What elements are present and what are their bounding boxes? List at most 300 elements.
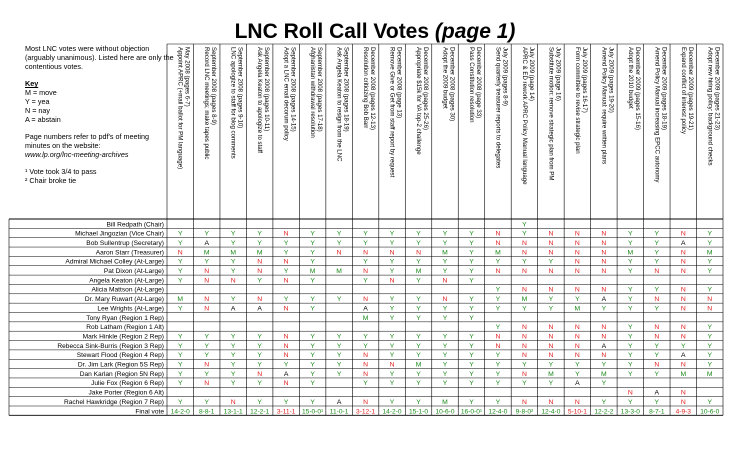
vote-cell: Y xyxy=(257,380,262,388)
column-header-title: Remove Give or Get from staff report by request xyxy=(388,47,396,178)
member-name: Bill Redpath (Chair) xyxy=(106,221,164,229)
vote-cell: N xyxy=(389,249,395,257)
vote-cell: Y xyxy=(204,352,209,360)
vote-cell: N xyxy=(257,370,263,378)
column-header-date: July 2009 (page 14) xyxy=(527,47,535,101)
vote-cell: Y xyxy=(230,342,236,350)
vote-cell: Y xyxy=(628,286,633,294)
vote-cell: Y xyxy=(442,370,448,378)
vote-cell: N xyxy=(204,305,210,313)
vote-cell: Y xyxy=(230,296,236,304)
vote-cell: Y xyxy=(495,352,501,360)
column-header-date: December 2008 (page 13) xyxy=(395,47,403,119)
vote-cell: Y xyxy=(283,239,289,247)
vote-cell: N xyxy=(521,370,527,378)
vote-cell: Y xyxy=(495,370,501,378)
vote-cell: Y xyxy=(681,342,686,350)
vote-cell: M xyxy=(521,296,528,304)
member-name: Rachel Hawkridge (Region 7 Rep) xyxy=(63,398,164,406)
vote-cell: Y xyxy=(575,361,580,369)
final-vote-label: Final vote xyxy=(135,408,164,416)
vote-cell: Y xyxy=(363,333,368,341)
vote-cell: Y xyxy=(416,314,421,322)
vote-cell: Y xyxy=(389,296,395,304)
footnote-2: ² Chair broke tie xyxy=(25,176,77,185)
key-title: Key xyxy=(25,79,39,88)
vote-cell: N xyxy=(548,342,554,350)
vote-cell: Y xyxy=(336,239,342,247)
column-header-title: Record LNC meetings; make tapes public xyxy=(203,47,211,160)
column-header-date: July 2009 (pages 16-17) xyxy=(580,47,588,113)
vote-cell: Y xyxy=(363,342,368,350)
vote-cell: N xyxy=(601,286,607,294)
vote-cell: A xyxy=(363,305,368,313)
vote-cell: Y xyxy=(416,230,421,238)
vote-cell: Y xyxy=(575,296,580,304)
vote-cell: Y xyxy=(389,370,395,378)
vote-cell: N xyxy=(416,249,421,257)
member-name: Bob Sullentrup (Secretary) xyxy=(86,239,164,247)
vote-cell: N xyxy=(257,296,263,304)
vote-cell: N xyxy=(574,342,580,350)
vote-cell: M xyxy=(442,249,448,257)
vote-cell: Y xyxy=(654,258,660,266)
vote-cell: N xyxy=(601,324,607,332)
vote-cell: Y xyxy=(177,258,183,266)
vote-cell: M xyxy=(706,370,713,378)
vote-cell: N xyxy=(442,277,448,285)
vote-cell: Y xyxy=(628,258,633,266)
vote-cell: Y xyxy=(469,249,474,257)
vote-cell: Y xyxy=(389,314,395,322)
final-vote-tally: 4-9-3 xyxy=(675,408,691,416)
vote-cell: Y xyxy=(601,361,607,369)
vote-cell: Y xyxy=(469,361,474,369)
vote-cell: Y xyxy=(336,352,342,360)
vote-cell: M xyxy=(230,249,237,257)
vote-cell: Y xyxy=(257,277,262,285)
vote-cell: Y xyxy=(416,305,421,313)
vote-cell: Y xyxy=(601,398,607,406)
vote-cell: M xyxy=(680,370,687,378)
vote-cell: Y xyxy=(495,324,501,332)
vote-cell: M xyxy=(415,268,422,276)
key-line: Y = yea xyxy=(25,97,50,106)
vote-cell: N xyxy=(707,305,713,313)
vote-cell: Y xyxy=(654,230,660,238)
vote-cell: N xyxy=(283,230,289,238)
vote-cell: N xyxy=(521,249,527,257)
vote-cell: Y xyxy=(628,268,633,276)
vote-cell: Y xyxy=(654,305,660,313)
vote-cell: Y xyxy=(442,342,448,350)
vote-cell: N xyxy=(363,249,369,257)
vote-cell: M xyxy=(203,249,210,257)
vote-cell: N xyxy=(521,239,527,247)
vote-cell: Y xyxy=(389,352,395,360)
vote-cell: N xyxy=(521,286,527,294)
final-vote-tally: 5-10-1 xyxy=(567,408,587,416)
member-name: Dr. Jim Lark (Region 5S Rep) xyxy=(77,361,164,369)
vote-cell: Y xyxy=(548,258,554,266)
vote-cell: N xyxy=(230,277,236,285)
vote-cell: N xyxy=(574,268,580,276)
column-header-date: July 2009 (pages 19-20) xyxy=(607,47,615,113)
vote-cell: Y xyxy=(442,314,448,322)
member-name: Alicia Mattson (At-Large) xyxy=(91,286,164,294)
vote-cell: Y xyxy=(283,296,289,304)
vote-cell: Y xyxy=(469,342,474,350)
final-vote-tally: 11-0-1 xyxy=(329,408,349,416)
column-header-title: Form committee to revise strategic plan xyxy=(573,47,581,154)
column-header-title: Pass Constitution resolution xyxy=(467,47,475,123)
vote-cell: Y xyxy=(416,380,421,388)
vote-cell: N xyxy=(495,230,501,238)
member-name: Rebecca Sink-Burris (Region 3 Rep) xyxy=(57,342,164,350)
vote-cell: Y xyxy=(310,230,315,238)
column-header-date: September 2008 (pages 10-11) xyxy=(263,47,271,132)
vote-cell: Y xyxy=(389,380,395,388)
vote-cell: Y xyxy=(654,286,660,294)
vote-cell: A xyxy=(204,239,209,247)
vote-cell: Y xyxy=(601,380,607,388)
vote-cell: N xyxy=(363,398,369,406)
vote-cell: M xyxy=(256,249,263,257)
vote-cell: N xyxy=(204,361,210,369)
vote-cell: Y xyxy=(495,380,501,388)
vote-cell: Y xyxy=(257,342,262,350)
final-vote-tally: 3-11-1 xyxy=(276,408,296,416)
vote-cell: N xyxy=(548,352,554,360)
archive-url: www.lp.org/lnc-meeting-archives xyxy=(25,150,129,159)
vote-cell: N xyxy=(574,249,580,257)
vote-cell: A xyxy=(575,380,580,388)
column-header-date: December 2009 (pages 19-21) xyxy=(686,47,694,130)
vote-cell: A xyxy=(681,239,686,247)
vote-cell: N xyxy=(680,286,686,294)
vote-cell: N xyxy=(601,249,607,257)
vote-cell: Y xyxy=(310,249,315,257)
vote-cell: Y xyxy=(654,342,660,350)
vote-cell: M xyxy=(601,370,607,378)
vote-cell: A xyxy=(257,305,262,313)
vote-cell: Y xyxy=(442,380,448,388)
vote-cell: Y xyxy=(442,268,448,276)
vote-cell: Y xyxy=(363,239,368,247)
vote-cell: M xyxy=(362,314,369,322)
vote-cell: Y xyxy=(310,296,315,304)
vote-cell: Y xyxy=(363,380,368,388)
vote-cell: Y xyxy=(707,352,713,360)
vote-cell: N xyxy=(336,249,342,257)
vote-cell: Y xyxy=(389,305,395,313)
vote-cell: N xyxy=(283,333,289,341)
vote-cell: Y xyxy=(416,370,421,378)
vote-cell: Y xyxy=(336,333,342,341)
vote-cell: N xyxy=(680,230,686,238)
member-name: Admiral Michael Colley (At-Large) xyxy=(65,258,164,266)
title-main: LNC Roll Call Votes xyxy=(234,20,430,43)
vote-cell: N xyxy=(204,380,210,388)
vote-cell: Y xyxy=(389,239,395,247)
vote-cell: Y xyxy=(548,361,554,369)
key-line: A = abstain xyxy=(25,115,61,124)
vote-cell: Y xyxy=(469,398,474,406)
member-name: Tony Ryan (Region 1 Rep) xyxy=(86,314,164,322)
vote-cell: N xyxy=(521,324,527,332)
vote-cell: N xyxy=(654,333,660,341)
column-header-title: Adopt a LNC email decorum policy xyxy=(282,47,290,141)
vote-cell: M xyxy=(495,249,501,257)
vote-cell: Y xyxy=(310,342,315,350)
column-header-date: September 2008 (pages 8-9) xyxy=(210,47,218,125)
vote-cell: Y xyxy=(442,361,448,369)
vote-cell: Y xyxy=(257,230,262,238)
vote-cell: A xyxy=(336,398,342,406)
column-header-title: Adopt new hiring policy: background checks xyxy=(706,47,714,166)
final-vote-tally: 10-6-0 xyxy=(435,408,455,416)
vote-cell: N xyxy=(574,258,580,266)
vote-cell: Y xyxy=(416,277,421,285)
vote-cell: Y xyxy=(204,342,209,350)
vote-cell: Y xyxy=(363,230,368,238)
vote-cell: M xyxy=(627,249,634,257)
column-header-date: December 2009 (pages 18-19) xyxy=(660,47,668,130)
vote-cell: M xyxy=(548,370,554,378)
vote-cell: Y xyxy=(363,277,368,285)
vote-cell: Y xyxy=(257,239,262,247)
column-header-date: September 2008 (pages 18-19) xyxy=(342,47,350,132)
vote-cell: Y xyxy=(389,398,395,406)
vote-cell: Y xyxy=(283,249,289,257)
vote-cell: Y xyxy=(177,370,183,378)
vote-cell: Y xyxy=(230,239,236,247)
vote-cell: N xyxy=(574,398,580,406)
vote-cell: N xyxy=(601,268,607,276)
vote-cell: M xyxy=(177,296,184,304)
vote-cell: N xyxy=(204,277,210,285)
member-name: Angela Keaton (At-Large) xyxy=(89,277,164,285)
vote-cell: Y xyxy=(310,239,315,247)
column-header-title: Adopt the 2009 budget xyxy=(441,47,449,109)
vote-cell: Y xyxy=(707,268,713,276)
vote-cell: Y xyxy=(230,352,236,360)
vote-cell: N xyxy=(283,277,289,285)
final-vote-tally: 12-4-0 xyxy=(541,408,561,416)
vote-cell: Y xyxy=(469,268,474,276)
vote-cell: N xyxy=(680,324,686,332)
vote-cell: N xyxy=(548,324,554,332)
member-name: Dr. Mary Ruwart (At-Large) xyxy=(84,296,164,304)
vote-cell: Y xyxy=(469,258,474,266)
vote-cell: N xyxy=(548,268,554,276)
vote-cell: N xyxy=(654,324,660,332)
member-name: Dan Karlan (Region 5N Rep) xyxy=(79,370,164,378)
column-header-title: Amend Policy Manual: require written plans xyxy=(600,47,608,165)
vote-cell: N xyxy=(601,239,607,247)
vote-cell: Y xyxy=(416,352,421,360)
vote-cell: Y xyxy=(177,398,183,406)
vote-cell: Y xyxy=(522,380,527,388)
column-header-title: Appropriate $15k for VA top-2 challenge xyxy=(415,47,423,155)
vote-cell: M xyxy=(442,398,448,406)
column-header-title: Ask Angela Keaton to resign from the LNC xyxy=(335,47,343,162)
vote-cell: Y xyxy=(469,305,474,313)
vote-cell: N xyxy=(283,258,289,266)
vote-cell: Y xyxy=(177,380,183,388)
vote-cell: Y xyxy=(204,370,209,378)
vote-cell: Y xyxy=(548,305,554,313)
vote-cell: N xyxy=(680,398,686,406)
final-vote-tally: 13-1-1 xyxy=(223,408,243,416)
vote-cell: A xyxy=(681,352,686,360)
column-header-date: July 2009 (pages 8-9) xyxy=(501,47,509,106)
column-header-title: Send quarterly treasurer reports to delegates xyxy=(494,47,502,169)
vote-cell: Y xyxy=(628,342,633,350)
member-name: Aaron Starr (Treasurer) xyxy=(95,249,164,257)
vote-cell: N xyxy=(230,398,236,406)
vote-cell: Y xyxy=(601,305,607,313)
vote-cell: Y xyxy=(548,380,554,388)
vote-cell: N xyxy=(363,361,369,369)
vote-cell: Y xyxy=(310,277,315,285)
vote-cell: Y xyxy=(707,230,713,238)
vote-cell: N xyxy=(283,342,289,350)
vote-cell: Y xyxy=(204,398,209,406)
vote-cell: Y xyxy=(469,230,474,238)
vote-cell: Y xyxy=(469,333,474,341)
vote-cell: Y xyxy=(628,361,633,369)
final-vote-tally: 10-6-0 xyxy=(700,408,720,416)
vote-cell: Y xyxy=(389,342,395,350)
vote-cell: Y xyxy=(628,333,633,341)
vote-cell: Y xyxy=(707,342,713,350)
vote-cell: N xyxy=(521,342,527,350)
vote-cell: N xyxy=(627,389,633,397)
vote-cell: Y xyxy=(495,296,501,304)
vote-cell: N xyxy=(680,305,686,313)
vote-cell: A xyxy=(283,370,289,378)
vote-cell: Y xyxy=(230,333,236,341)
vote-cell: N xyxy=(654,361,660,369)
column-header-title: Ask Angela Keaton to apologize to staff xyxy=(256,47,264,153)
vote-cell: Y xyxy=(389,230,395,238)
vote-cell: N xyxy=(177,249,183,257)
vote-cell: Y xyxy=(442,239,448,247)
vote-cell: Y xyxy=(522,221,527,229)
vote-cell: Y xyxy=(416,342,421,350)
vote-cell: Y xyxy=(707,333,713,341)
vote-cell: Y xyxy=(442,352,448,360)
vote-cell: N xyxy=(363,268,369,276)
vote-cell: Y xyxy=(707,258,713,266)
vote-cell: Y xyxy=(469,239,474,247)
vote-cell: Y xyxy=(628,239,633,247)
vote-cell: N xyxy=(680,249,686,257)
vote-cell: Y xyxy=(416,333,421,341)
vote-cell: Y xyxy=(336,370,342,378)
vote-cell: N xyxy=(707,296,713,304)
column-header-date: September 2008 (pages 9-10) xyxy=(236,47,244,129)
vote-cell: Y xyxy=(310,361,315,369)
vote-cell: N xyxy=(521,333,527,341)
vote-cell: Y xyxy=(469,314,474,322)
vote-cell: N xyxy=(574,352,580,360)
vote-cell: Y xyxy=(310,305,315,313)
vote-cell: M xyxy=(336,268,342,276)
vote-cell: N xyxy=(363,370,369,378)
vote-cell: Y xyxy=(522,305,527,313)
vote-cell: M xyxy=(309,268,316,276)
vote-cell: Y xyxy=(628,352,633,360)
vote-cell: N xyxy=(680,296,686,304)
vote-cell: N xyxy=(680,389,686,397)
final-vote-tally: 3-12-1 xyxy=(356,408,376,416)
vote-cell: N xyxy=(548,333,554,341)
column-header-date: September 2008 (pages 14-15) xyxy=(289,47,297,132)
vote-cell: N xyxy=(601,258,607,266)
vote-cell: Y xyxy=(548,296,554,304)
vote-cell: N xyxy=(495,268,501,276)
vote-cell: Y xyxy=(389,268,395,276)
vote-cell: Y xyxy=(230,361,236,369)
vote-cell: Y xyxy=(310,380,315,388)
column-header-date: December 2008 (page 33) xyxy=(474,47,482,119)
vote-cell: Y xyxy=(416,239,421,247)
vote-cell: Y xyxy=(283,268,289,276)
vote-cell: Y xyxy=(204,333,209,341)
column-header-date: May 2008 (pages 6-7) xyxy=(183,47,191,107)
vote-cell: Y xyxy=(177,230,183,238)
vote-cell: N xyxy=(548,239,554,247)
vote-cell: N xyxy=(495,333,501,341)
final-vote-tally: 15-1-0 xyxy=(408,408,429,416)
vote-cell: Y xyxy=(654,398,660,406)
final-vote-tally: 16-0-0¹ xyxy=(460,408,483,416)
member-name: Pat Dixon (At-Large) xyxy=(103,268,164,276)
final-vote-tally: 8-8-1 xyxy=(199,408,215,416)
vote-cell: Y xyxy=(654,239,660,247)
vote-cell: Y xyxy=(628,230,633,238)
vote-cell: Y xyxy=(257,398,262,406)
final-vote-tally: 12-4-0 xyxy=(488,408,508,416)
column-header-date: December 2008 (pages 25-26) xyxy=(422,47,430,130)
vote-cell: N xyxy=(521,268,527,276)
vote-cell: Y xyxy=(230,230,236,238)
vote-cell: Y xyxy=(283,361,289,369)
vote-cell: Y xyxy=(495,258,501,266)
vote-cell: Y xyxy=(628,305,633,313)
vote-cell: Y xyxy=(442,305,448,313)
vote-cell: Y xyxy=(230,258,236,266)
intro-note: Most LNC votes were without objection (arguably unanimous). Listed here are only the contentious votes. xyxy=(25,44,174,71)
vote-cell: Y xyxy=(177,277,183,285)
vote-cell: M xyxy=(706,249,713,257)
vote-cell: N xyxy=(495,239,501,247)
final-vote-tally: 14-2-0 xyxy=(382,408,402,416)
vote-cell: Y xyxy=(522,258,527,266)
vote-cell: N xyxy=(574,333,580,341)
vote-cell: N xyxy=(574,286,580,294)
vote-cell: N xyxy=(654,296,660,304)
vote-cell: Y xyxy=(310,333,315,341)
vote-cell: Y xyxy=(469,352,474,360)
final-vote-tally: 8-7-1 xyxy=(649,408,665,416)
vote-cell: Y xyxy=(257,352,262,360)
vote-cell: Y xyxy=(442,230,448,238)
vote-cell: Y xyxy=(177,268,183,276)
vote-cell: Y xyxy=(442,258,448,266)
